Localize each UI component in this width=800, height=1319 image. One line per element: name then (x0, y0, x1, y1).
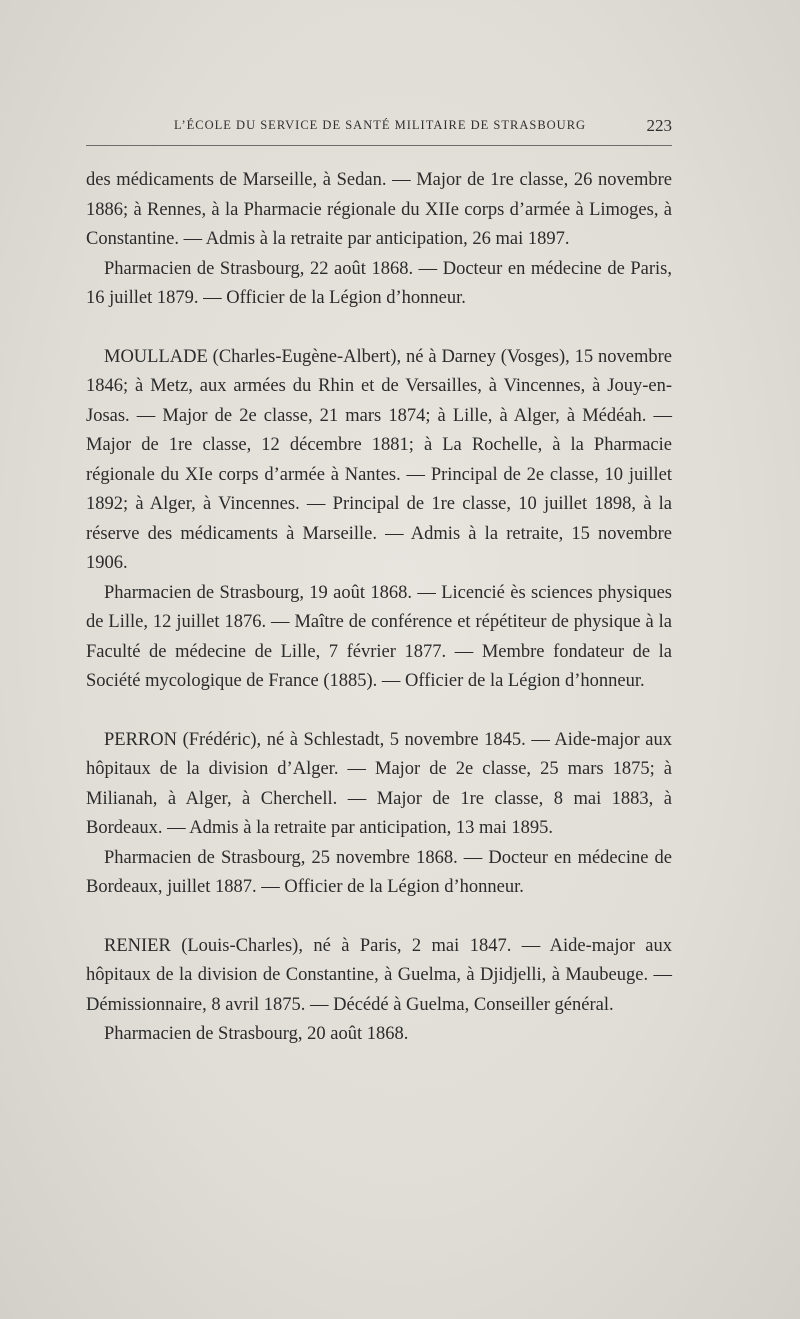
paragraph-pharmacien-4: Pharmacien de Strasbourg, 20 août 1868. (104, 1024, 409, 1044)
page-number: 223 (646, 116, 672, 135)
paragraph-continuation: des médicaments de Marseille, à Sedan. — Major de 1re classe, 26 novembre 1886; à Rennes, à la Pharmacie régionale du XIIe corps d’armée à Limoges, à Constantine. — Admis à la retraite par anticipation, 26 mai 1897. (86, 170, 672, 249)
entry-perron: PERRON (Frédéric), né à Schlestadt, 5 novembre 1845. — Aide-major aux hôpitaux de la division d’Alger. — Major de 2e classe, 25 mars 1875; à Milianah, à Alger, à Cherchell. — Major de 1re classe, 8 mai 1883, à Bordeaux. — Admis à la retraite par anticipation, 13 mai 1895. (86, 729, 672, 838)
entry-moullade: MOULLADE (Charles-Eugène-Albert), né à Darney (Vosges), 15 novembre 1846; à Metz, aux armées du Rhin et de Versailles, à Vincennes, à Jouy-en-Josas. — Major de 2e classe, 21 mars 1874; à Lille, à Alger, à Médéah. — Major de 1re classe, 12 décembre 1881; à La Rochelle, à la Pharmacie régionale du XIe corps d’armée à Nantes. — Principal de 2e classe, 10 juillet 1892; à Alger, à Vincennes. — Principal de 1re classe, 10 juillet 1898, à la réserve des médicaments à Marseille. — Admis à la retraite, 15 novembre 1906. (86, 346, 672, 573)
paragraph-pharmacien-1: Pharmacien de Strasbourg, 22 août 1868. — Docteur en médecine de Paris, 16 juillet 1879. — Officier de la Légion d’honneur. (86, 258, 672, 308)
paragraph-pharmacien-3: Pharmacien de Strasbourg, 25 novembre 1868. — Docteur en médecine de Bordeaux, juillet 1887. — Officier de la Légion d’honneur. (86, 847, 672, 897)
running-head: L’ÉCOLE DU SERVICE DE SANTÉ MILITAIRE DE STRASBOURG (174, 118, 587, 132)
page-header (86, 118, 672, 138)
entry-renier: RENIER (Louis-Charles), né à Paris, 2 mai 1847. — Aide-major aux hôpitaux de la division de Constantine, à Guelma, à Djidjelli, à Maubeuge. — Démissionnaire, 8 avril 1875. — Décédé à Guelma, Conseiller général. (86, 935, 672, 1015)
paragraph-pharmacien-2: Pharmacien de Strasbourg, 19 août 1868. — Licencié ès sciences physiques de Lille, 12 juillet 1876. — Maître de conférence et répétiteur de physique à la Faculté de médecine de Lille, 7 février 1877. — Membre fondateur de la Société mycologique de France (1885). — Officier de la Légion d’honneur. (86, 582, 672, 691)
header-rule (86, 145, 672, 146)
body-text (86, 166, 672, 1050)
